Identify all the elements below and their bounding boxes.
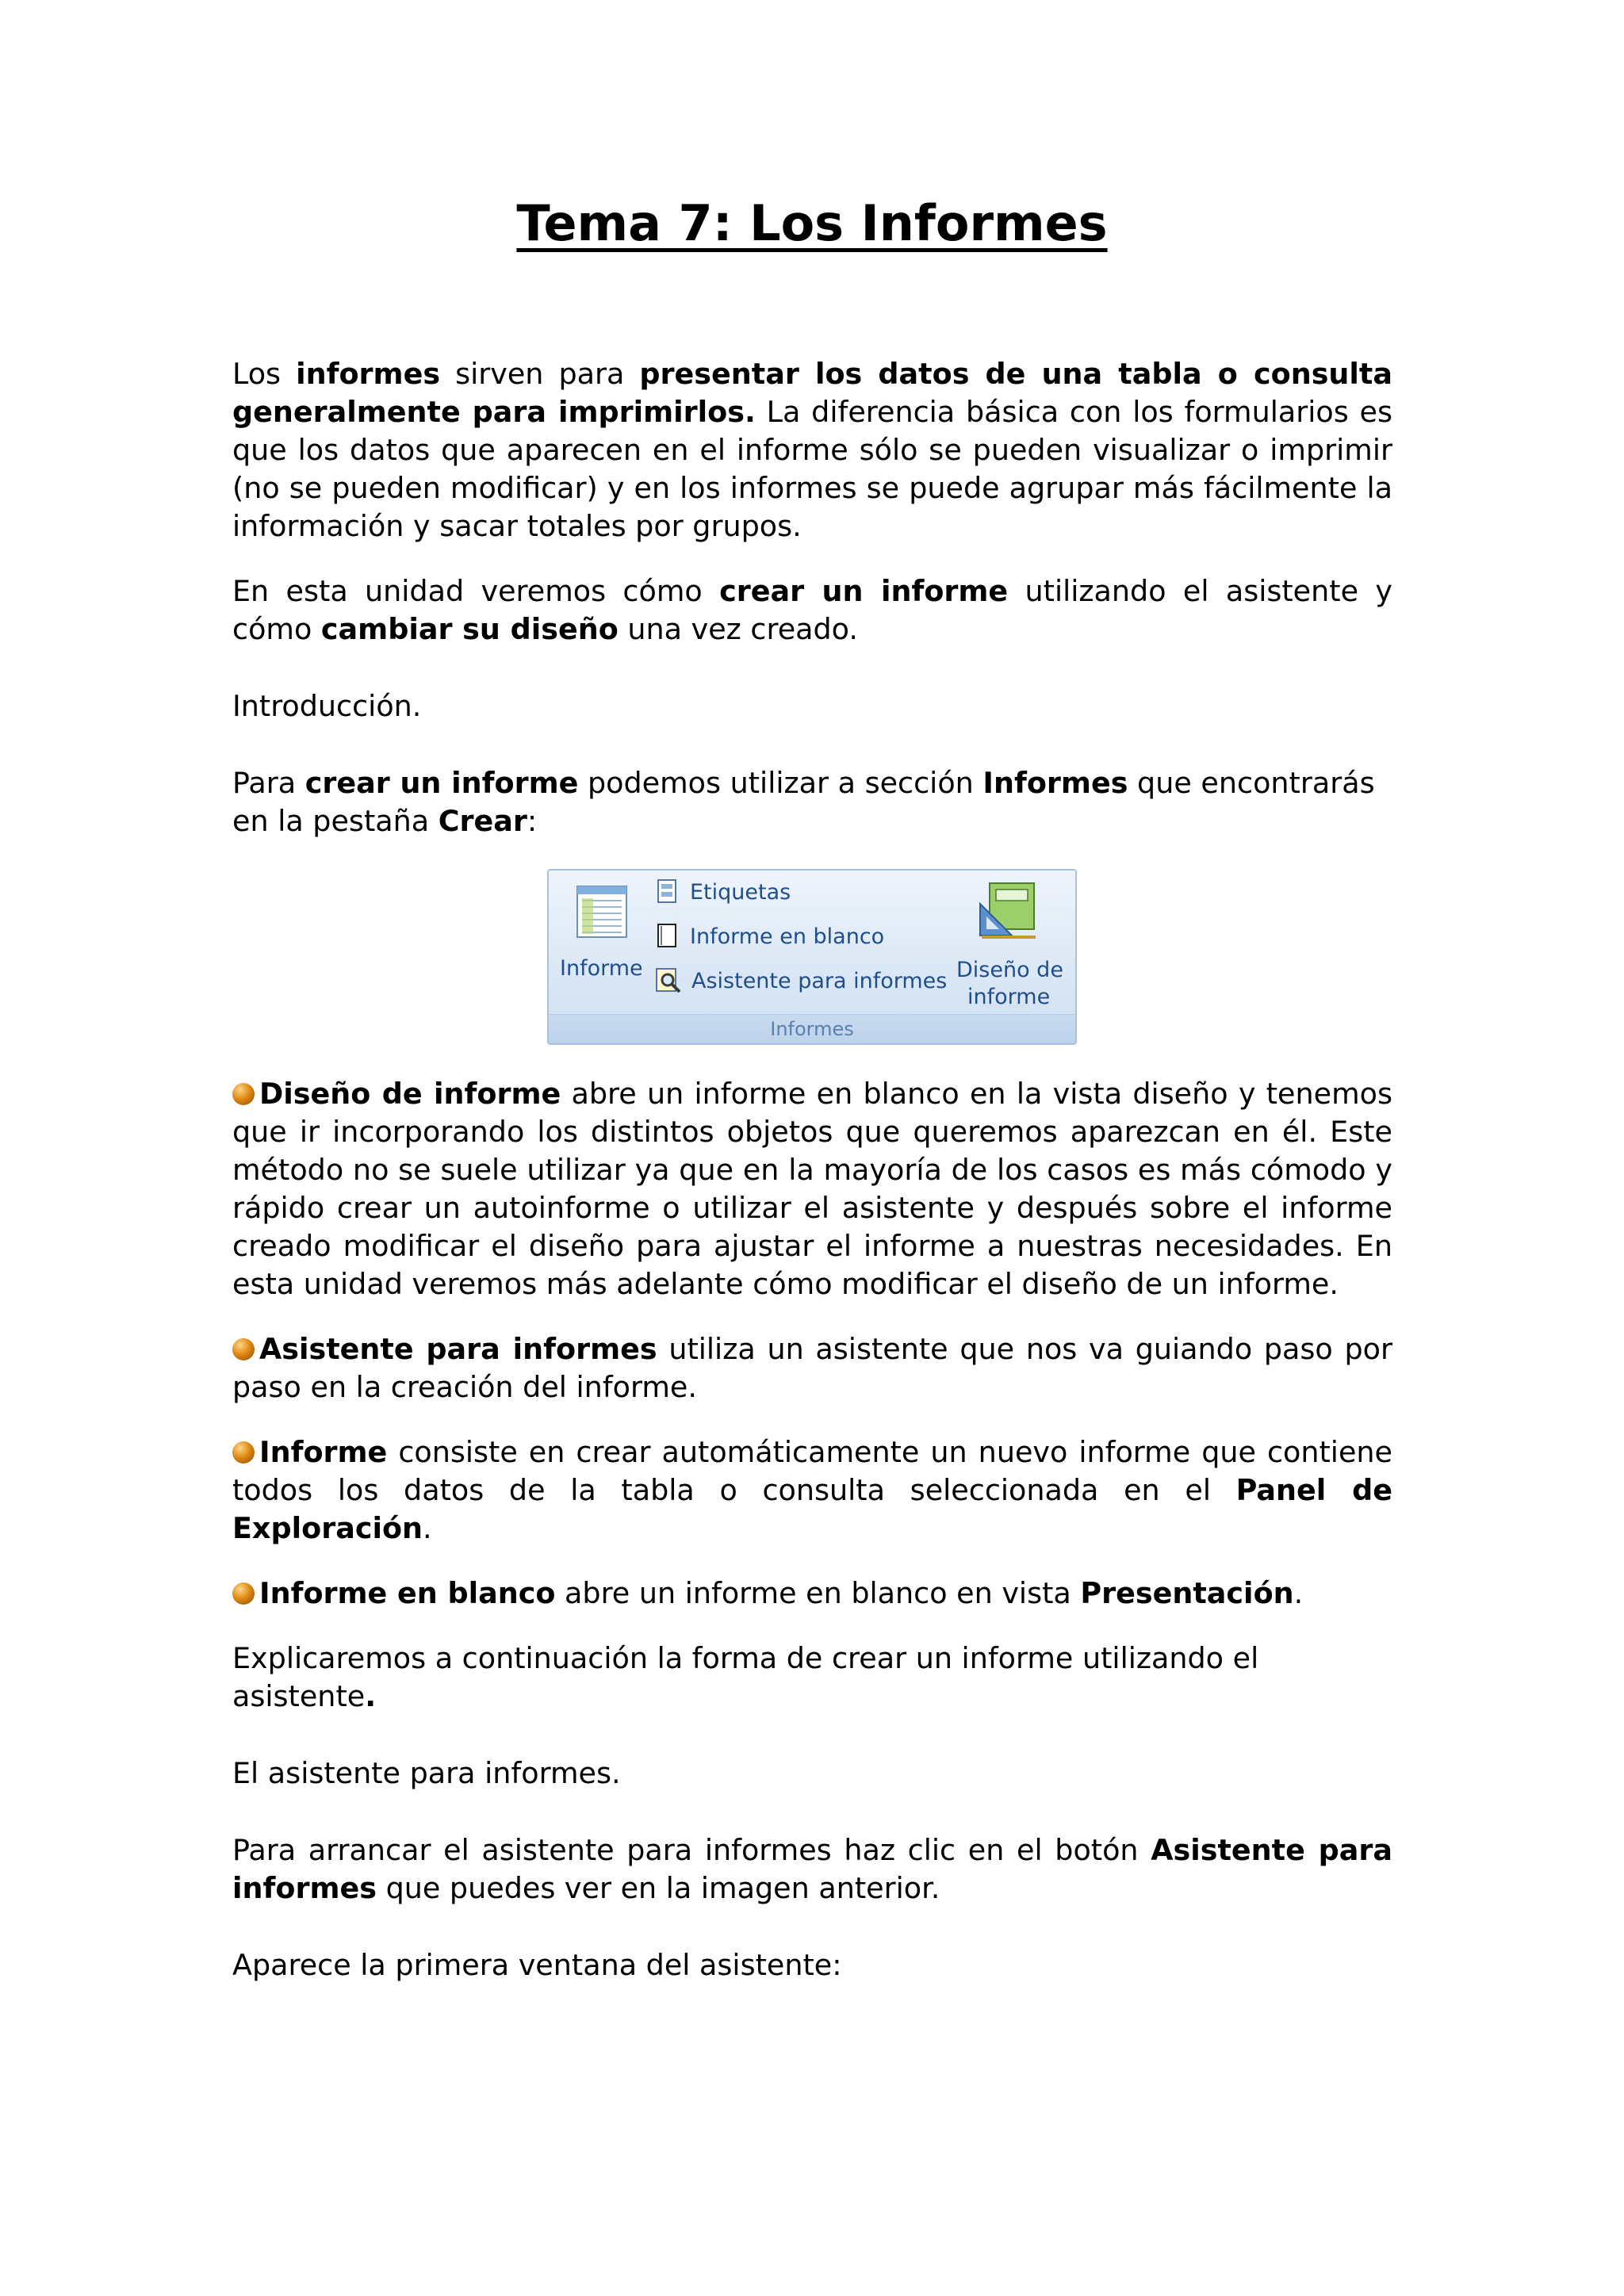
orange-bullet-icon bbox=[232, 1582, 255, 1605]
bullet-diseno: Diseño de informe abre un informe en blanco en la vista diseño y tenemos que ir incorporando los distintos objetos que queremos aparezcan en él. Este método no se suele utilizar ya que en la mayoría de los casos es más cómodo y rápido crear un autoinforme o utilizar el asistente y después sobre el informe creado modificar el diseño para ajustar el informe a nuestras necesidades. En esta unidad veremos más adelante cómo modificar el diseño de un informe. bbox=[232, 1077, 1392, 1301]
explain-paragraph: Explicaremos a continuación la forma de crear un informe utilizando el asistente. bbox=[232, 1641, 1259, 1713]
bullet-informe: Informe consiste en crear automáticamente un nuevo informe que contiene todos los datos de la tabla o consulta seleccionada en el Panel de Exploración. bbox=[232, 1435, 1392, 1545]
diseno-de-informe-button[interactable] bbox=[945, 877, 1071, 1012]
start-wizard-paragraph: Para arrancar el asistente para informes haz clic en el botón Asistente para informes que puedes ver en la imagen anterior. bbox=[232, 1833, 1392, 1905]
page-title: Tema 7: Los Informes bbox=[516, 194, 1108, 252]
informe-button-label: Informe bbox=[560, 956, 643, 981]
etiquetas-icon bbox=[655, 878, 679, 904]
orange-bullet-icon bbox=[232, 1441, 255, 1464]
first-window-paragraph: Aparece la primera ventana del asistente: bbox=[232, 1948, 842, 1982]
bold-informes: informes bbox=[296, 357, 441, 391]
asistente-para-informes-button[interactable] bbox=[655, 966, 956, 997]
asistente-heading: El asistente para informes. bbox=[232, 1756, 621, 1790]
diseno-label-line1: Diseño de bbox=[956, 958, 1063, 982]
unit-paragraph: En esta unidad veremos cómo crear un informe utilizando el asistente y cómo cambiar su diseño una vez creado. bbox=[232, 574, 1392, 646]
document-body bbox=[232, 355, 1392, 1984]
informes-ribbon-group bbox=[547, 869, 1077, 1045]
etiquetas-button[interactable] bbox=[655, 877, 917, 909]
informe-button[interactable] bbox=[555, 878, 649, 989]
asistente-label: Asistente para informes bbox=[691, 969, 948, 993]
bullet-informe-en-blanco: Informe en blanco abre un informe en blanco en vista Presentación. bbox=[232, 1575, 1392, 1613]
diseno-label-line2: informe bbox=[967, 985, 1051, 1009]
informe-icon bbox=[574, 883, 630, 940]
informe-en-blanco-button[interactable] bbox=[655, 921, 917, 953]
etiquetas-label: Etiquetas bbox=[690, 880, 791, 905]
blank-report-icon bbox=[655, 923, 679, 948]
wizard-magnifier-icon bbox=[655, 967, 682, 994]
orange-bullet-icon bbox=[232, 1083, 255, 1105]
bold-presentar: presentar los datos de una tabla o consulta generalmente para imprimirlos. bbox=[232, 357, 1392, 429]
orange-bullet-icon bbox=[232, 1338, 255, 1360]
intro-paragraph: Los informes sirven para presentar los datos de una tabla o consulta generalmente para imprimirlos. La diferencia básica con los formularios es que los datos que aparecen en el informe sólo se pueden visualizar o imprimir (no se pueden modificar) y en los informes se puede agrupar más fácilmente la información y sacar totales por grupos. bbox=[232, 357, 1393, 543]
create-paragraph: Para crear un informe podemos utilizar a sección Informes que encontrarás en la pestaña Crear: bbox=[232, 766, 1375, 838]
bullet-asistente: Asistente para informes utiliza un asistente que nos va guiando paso por paso en la creación del informe. bbox=[232, 1332, 1392, 1404]
informe-en-blanco-label: Informe en blanco bbox=[690, 924, 885, 949]
report-design-icon bbox=[977, 880, 1040, 939]
intro-heading: Introducción. bbox=[232, 689, 422, 723]
ribbon-group-label: Informes bbox=[549, 1014, 1075, 1043]
